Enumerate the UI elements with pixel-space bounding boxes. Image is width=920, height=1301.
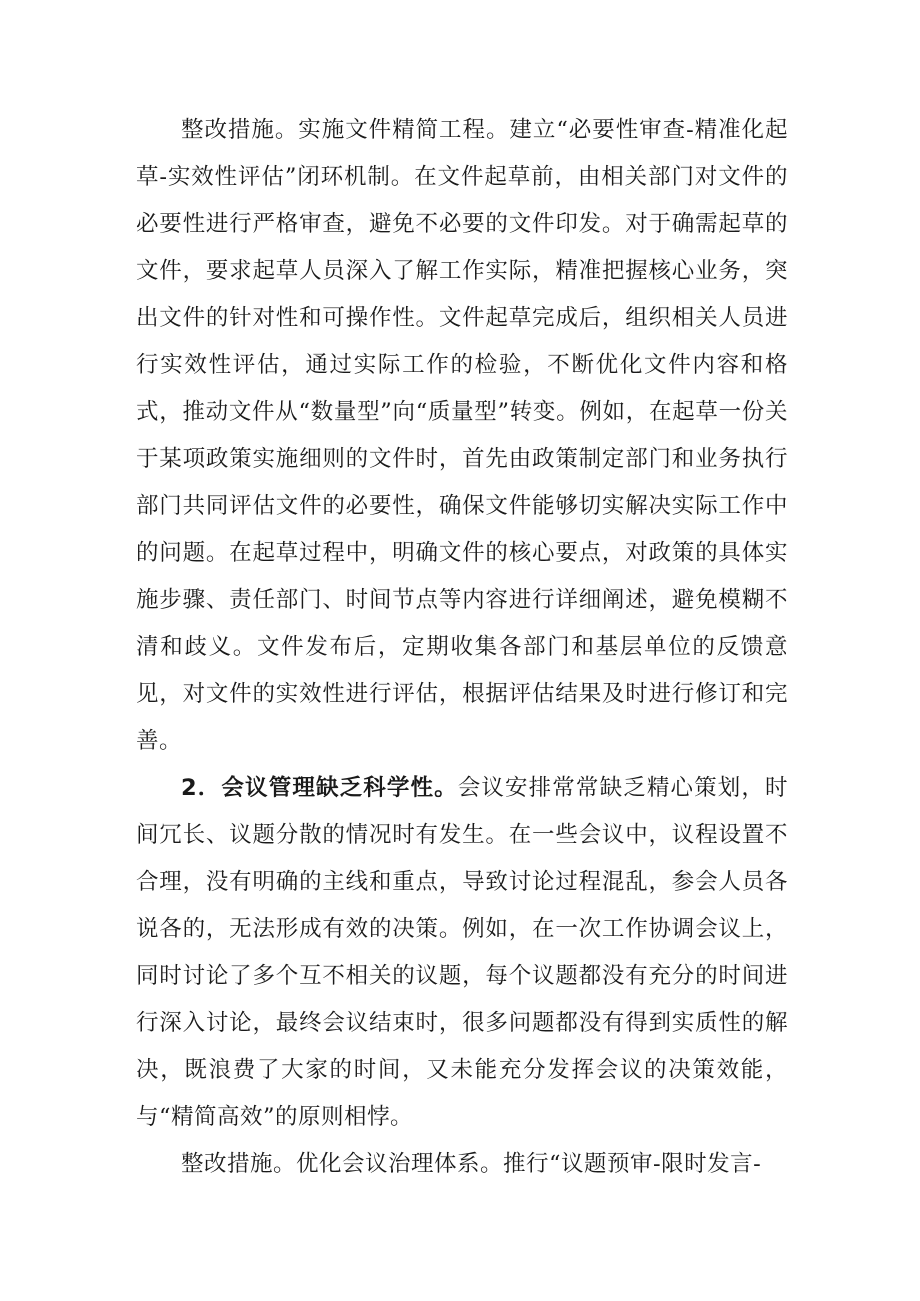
paragraph-meeting-rectification xyxy=(136,1141,788,1188)
paragraph-meeting-management-issue xyxy=(136,765,788,1141)
paragraph-heading: 2．会议管理缺乏科学性。 xyxy=(181,775,458,801)
paragraph-text: 整改措施。实施文件精简工程。建立“必要性审查-精准化起草-实效性评估”闭环机制。在文件起草前，由相关部门对文件的必要性进行严格审查，避免不必要的文件印发。对于确需起草的文件，要求起草人员深入了解工作实际，精准把握核心业务，突出文件的针对性和可操作性。文件起草完成后，组织相关人员进行实效性评估，通过实际工作的检验，不断优化文件内容和格式，推动文件从“数量型”向“质量型”转变。例如，在起草一份关于某项政策实施细则的文件时，首先由政策制定部门和业务执行部门共同评估文件的必要性，确保文件能够切实解决实际工作中的问题。在起草过程中，明确文件的核心要点，对政策的具体实施步骤、责任部门、时间节点等内容进行详细阐述，避免模糊不清和歧义。文件发布后，定期收集各部门和基层单位的反馈意见，对文件的实效性进行评估，根据评估结果及时进行修订和完善。 xyxy=(136,117,788,754)
paragraph-text: 整改措施。优化会议治理体系。推行“议题预审-限时发言- xyxy=(181,1151,762,1177)
paragraph-file-rectification xyxy=(136,107,788,765)
document-page xyxy=(136,107,788,1188)
paragraph-text: 会议安排常常缺乏精心策划，时间冗长、议题分散的情况时有发生。在一些会议中，议程设置不合理，没有明确的主线和重点，导致讨论过程混乱，参会人员各说各的，无法形成有效的决策。例如，在一次工作协调会议上，同时讨论了多个互不相关的议题，每个议题都没有充分的时间进行深入讨论，最终会议结束时，很多问题都没有得到实质性的解决，既浪费了大家的时间，又未能充分发挥会议的决策效能，与“精简高效”的原则相悖。 xyxy=(136,775,788,1130)
